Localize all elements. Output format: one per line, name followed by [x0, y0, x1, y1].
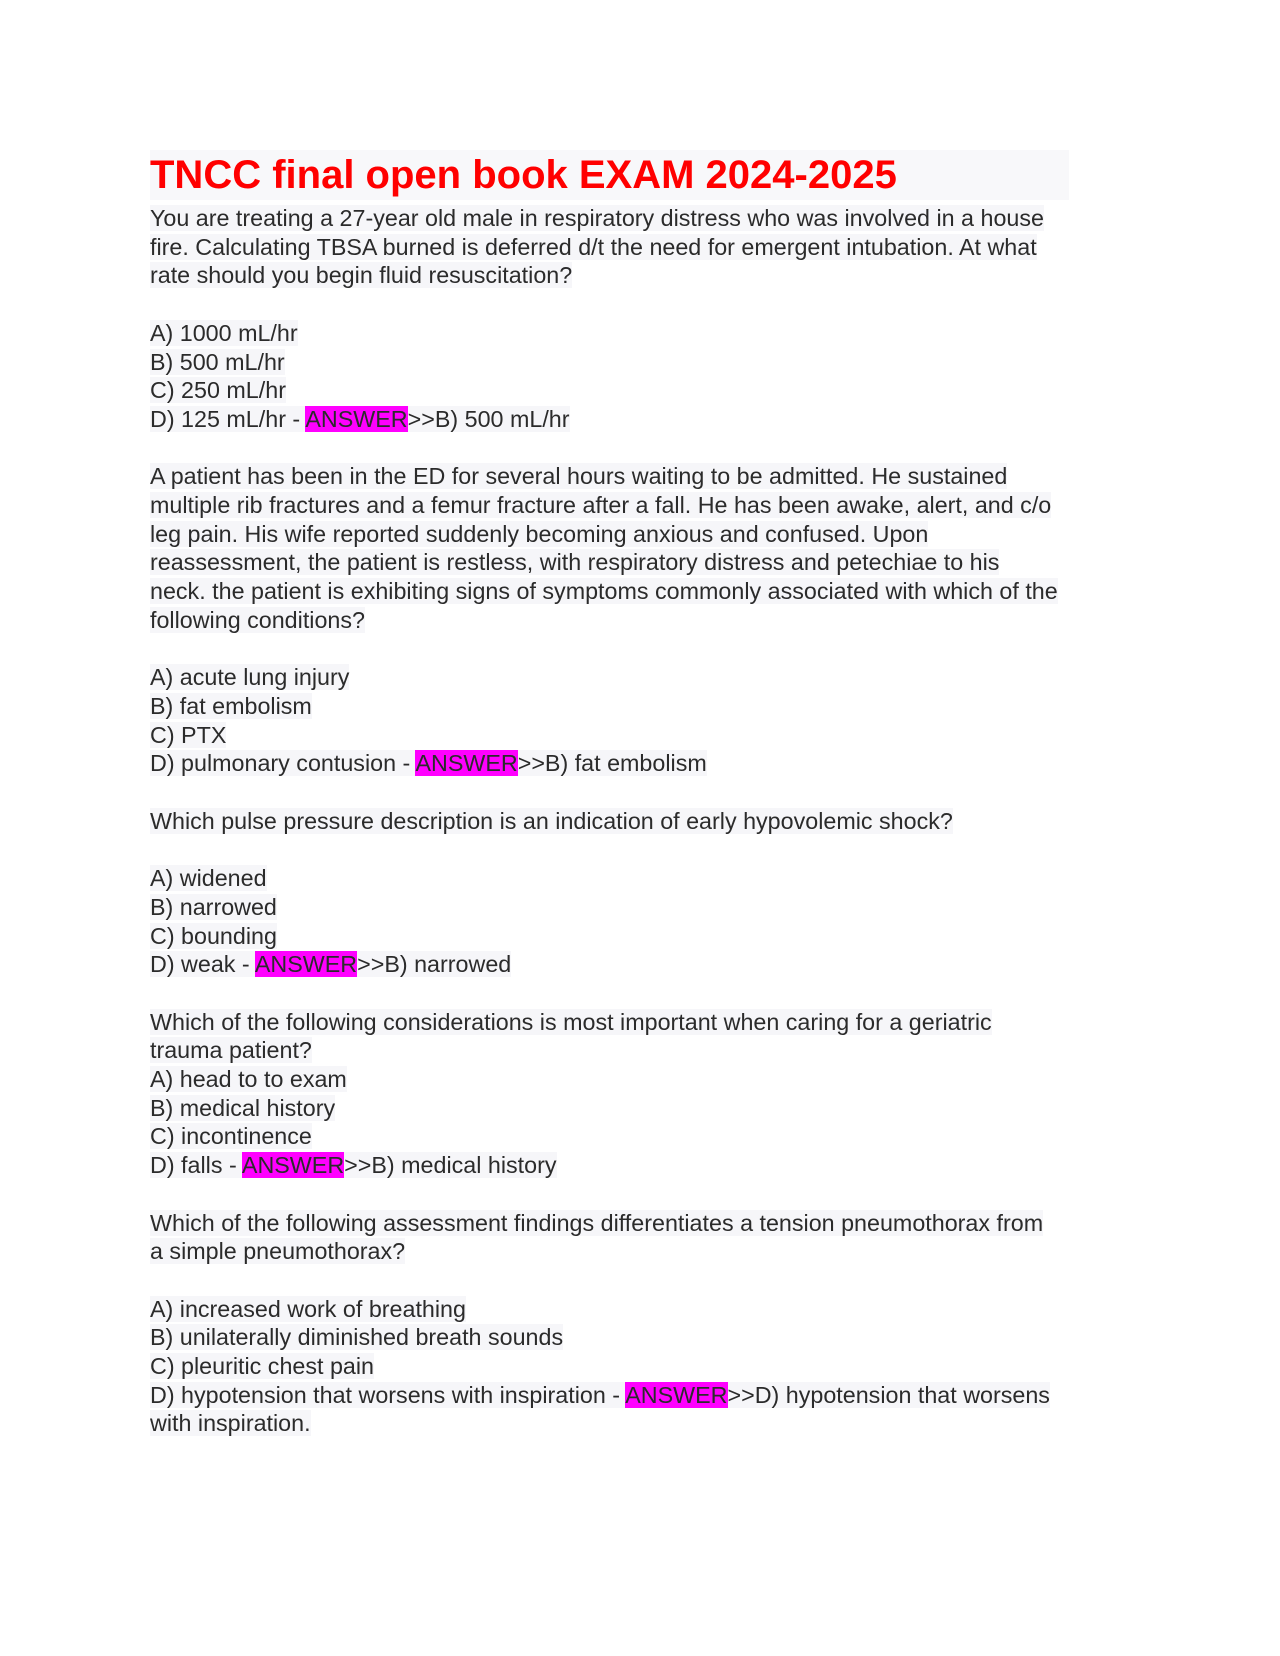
option-c: C) pleuritic chest pain	[150, 1353, 375, 1379]
option-c: C) bounding	[150, 922, 277, 949]
answer-text: >>D) hypotension that worsens	[727, 1381, 1050, 1408]
question-stem-line: Which of the following assessment findings differentiates a tension pneumothorax from	[150, 1209, 1044, 1236]
blank-line	[150, 1266, 1135, 1295]
option-d-with-answer: D) hypotension that worsens with inspiration - ANSWER>>D) hypotension that worsens	[150, 1381, 1050, 1408]
blank-line	[150, 778, 1135, 807]
question-stem-line: Which of the following considerations is most important when caring for a geriatric	[150, 1008, 992, 1035]
blank-line	[150, 979, 1135, 1008]
answer-highlight: ANSWER	[241, 1152, 345, 1179]
option-d-with-answer: D) 125 mL/hr - ANSWER>>B) 500 mL/hr	[150, 405, 570, 432]
option-a: A) acute lung injury	[150, 664, 350, 691]
question-stem-line: Which pulse pressure description is an indication of early hypovolemic shock?	[150, 807, 953, 834]
option-b: B) medical history	[150, 1094, 336, 1121]
question-stem-line: rate should you begin fluid resuscitation?	[150, 262, 573, 289]
answer-highlight: ANSWER	[625, 1381, 728, 1408]
option-d-with-answer: D) pulmonary contusion - ANSWER>>B) fat embolism	[150, 750, 707, 777]
question-stem-line: multiple rib fractures and a femur fracture after a fall. He has been awake, alert, and c/o	[150, 492, 1052, 518]
option-c: C) 250 mL/hr	[150, 377, 286, 404]
blank-line	[150, 1180, 1135, 1209]
option-a: A) widened	[150, 865, 267, 892]
blank-line	[150, 635, 1135, 664]
question-block	[150, 807, 1135, 1008]
document-content	[150, 150, 1135, 1438]
option-b: B) unilaterally diminished breath sounds	[150, 1324, 564, 1351]
question-stem-line: leg pain. His wife reported suddenly becoming anxious and confused. Upon	[150, 520, 929, 547]
question-stem-line: A patient has been in the ED for several hours waiting to be admitted. He sustained	[150, 463, 1008, 490]
option-d-with-answer: D) falls - ANSWER>>B) medical history	[150, 1152, 557, 1179]
option-b: B) fat embolism	[150, 692, 312, 719]
option-a: A) increased work of breathing	[150, 1295, 466, 1322]
question-stem-line: fire. Calculating TBSA burned is deferred d/t the need for emergent intubation. At what	[150, 233, 1037, 260]
question-block	[150, 1209, 1135, 1439]
blank-line	[150, 434, 1135, 463]
option-c: C) PTX	[150, 721, 227, 748]
option-d-with-answer: D) weak - ANSWER>>B) narrowed	[150, 951, 512, 978]
question-stem-line: a simple pneumothorax?	[150, 1238, 406, 1265]
question-stem-line: trauma patient?	[150, 1037, 312, 1064]
option-c: C) incontinence	[150, 1123, 312, 1150]
answer-text: >>B) medical history	[344, 1152, 557, 1179]
answer-text: >>B) narrowed	[357, 951, 512, 978]
answer-text: >>B) 500 mL/hr	[407, 405, 570, 432]
document-title: TNCC final open book EXAM 2024-2025	[150, 150, 1069, 200]
answer-highlight: ANSWER	[305, 405, 408, 432]
question-block	[150, 462, 1135, 806]
question-stem-line: neck. the patient is exhibiting signs of symptoms commonly associated with which of the	[150, 578, 1058, 605]
answer-text: >>B) fat embolism	[517, 750, 707, 777]
blank-line	[150, 290, 1135, 319]
answer-highlight: ANSWER	[254, 951, 358, 978]
question-block	[150, 204, 1135, 462]
question-stem-line: following conditions?	[150, 606, 365, 633]
blank-line	[150, 835, 1135, 864]
option-b: B) 500 mL/hr	[150, 348, 285, 375]
answer-highlight: ANSWER	[415, 750, 518, 777]
option-a: A) head to to exam	[150, 1066, 347, 1092]
option-a: A) 1000 mL/hr	[150, 319, 298, 346]
question-stem-line: You are treating a 27-year old male in respiratory distress who was involved in a house	[150, 205, 1044, 231]
question-block	[150, 1008, 1135, 1209]
option-b: B) narrowed	[150, 893, 277, 920]
answer-continuation: with inspiration.	[150, 1410, 311, 1437]
question-stem-line: reassessment, the patient is restless, with respiratory distress and petechiae to his	[150, 549, 1000, 576]
